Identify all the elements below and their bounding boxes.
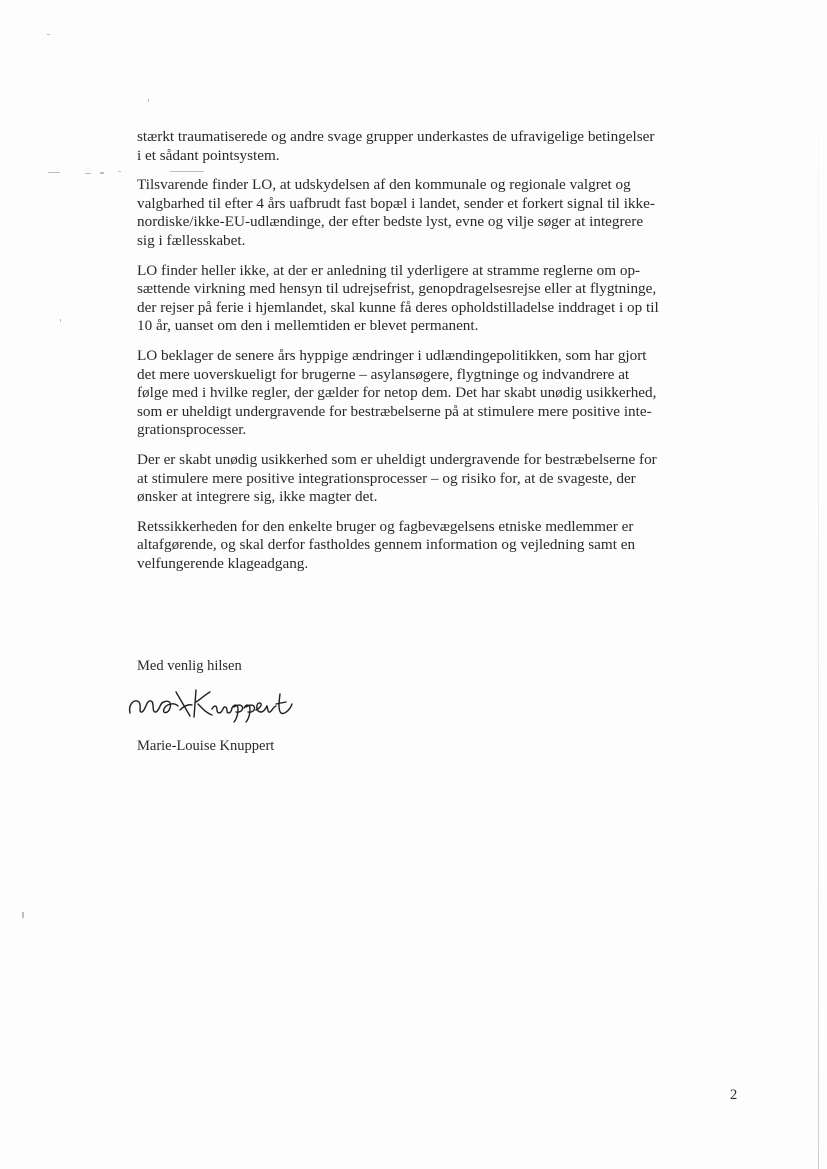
text-line: velfungerende klageadgang. bbox=[137, 554, 309, 572]
scan-speck bbox=[85, 173, 91, 174]
paragraph bbox=[137, 176, 677, 250]
text-line: sig i fællesskabet. bbox=[137, 231, 246, 249]
closing-salutation: Med venlig hilsen bbox=[137, 658, 242, 674]
paragraph bbox=[137, 262, 677, 336]
paragraph bbox=[137, 518, 677, 574]
text-line: at stimulere mere positive integrationsprocesser – og risiko for, at de svageste, der bbox=[137, 469, 636, 487]
text-line: nordiske/ikke-EU-udlændinge, der efter bedste lyst, evne og vilje søger at integrere bbox=[137, 213, 644, 231]
text-line: følge med i hvilke regler, der gælder for netop dem. Det har skabt unødig usikkerhed, bbox=[137, 384, 657, 402]
scan-speck bbox=[47, 34, 50, 35]
text-line: det mere uoverskueligt for brugerne – asylansøgere, flygtninge og indvandrere at bbox=[137, 365, 630, 383]
text-line: ønsker at integrere sig, ikke magter det. bbox=[137, 488, 378, 506]
text-line: der rejser på ferie i hjemlandet, skal kunne få deres opholdstilladelse inddraget i op til bbox=[137, 298, 659, 316]
paragraph bbox=[137, 347, 677, 440]
scan-speck bbox=[22, 912, 24, 918]
text-line: Der er skabt unødig usikkerhed som er uheldigt undergravende for bestræbelserne for bbox=[137, 450, 657, 468]
paragraph bbox=[137, 128, 677, 165]
scan-speck bbox=[48, 172, 60, 173]
text-line: LO finder heller ikke, at der er anledning til yderligere at stramme reglerne om op- bbox=[137, 261, 641, 279]
text-line: valgbarhed til efter 4 års uafbrudt fast bopæl i landet, sender et forkert signal til ikke- bbox=[137, 194, 655, 212]
text-line: LO beklager de senere års hyppige ændringer i udlændingepolitikken, som har gjort bbox=[137, 346, 647, 364]
paragraph bbox=[137, 451, 677, 507]
text-line: i et sådant pointsystem. bbox=[137, 146, 280, 164]
text-line: altafgørende, og skal derfor fastholdes gennem information og vejledning samt en bbox=[137, 536, 636, 554]
text-line: sættende virkning med hensyn til udrejsefrist, genopdragelsesrejse eller at flygtninge, bbox=[137, 280, 657, 298]
scan-speck bbox=[60, 319, 61, 322]
text-line: 10 år, uanset om den i mellemtiden er blevet permanent. bbox=[137, 317, 479, 335]
text-line: Tilsvarende finder LO, at udskydelsen af den kommunale og regionale valgret og bbox=[137, 176, 631, 194]
text-line: stærkt traumatiserede og andre svage grupper underkastes de ufravigelige betingelser bbox=[137, 128, 655, 145]
text-line: Retssikkerheden for den enkelte bruger og fagbevægelsens etniske medlemmer er bbox=[137, 517, 634, 535]
scan-speck bbox=[148, 99, 149, 102]
signer-name: Marie-Louise Knuppert bbox=[137, 738, 275, 754]
scan-speck bbox=[100, 172, 104, 174]
text-line: grationsprocesser. bbox=[137, 421, 247, 439]
scan-edge-shadow bbox=[818, 0, 819, 1169]
text-line: som er uheldigt undergravende for bestræbelserne på at stimulere mere positive inte- bbox=[137, 402, 652, 420]
handwritten-signature bbox=[124, 680, 304, 726]
scan-speck bbox=[118, 171, 121, 172]
letter-body bbox=[137, 128, 677, 584]
page-number: 2 bbox=[730, 1087, 738, 1103]
